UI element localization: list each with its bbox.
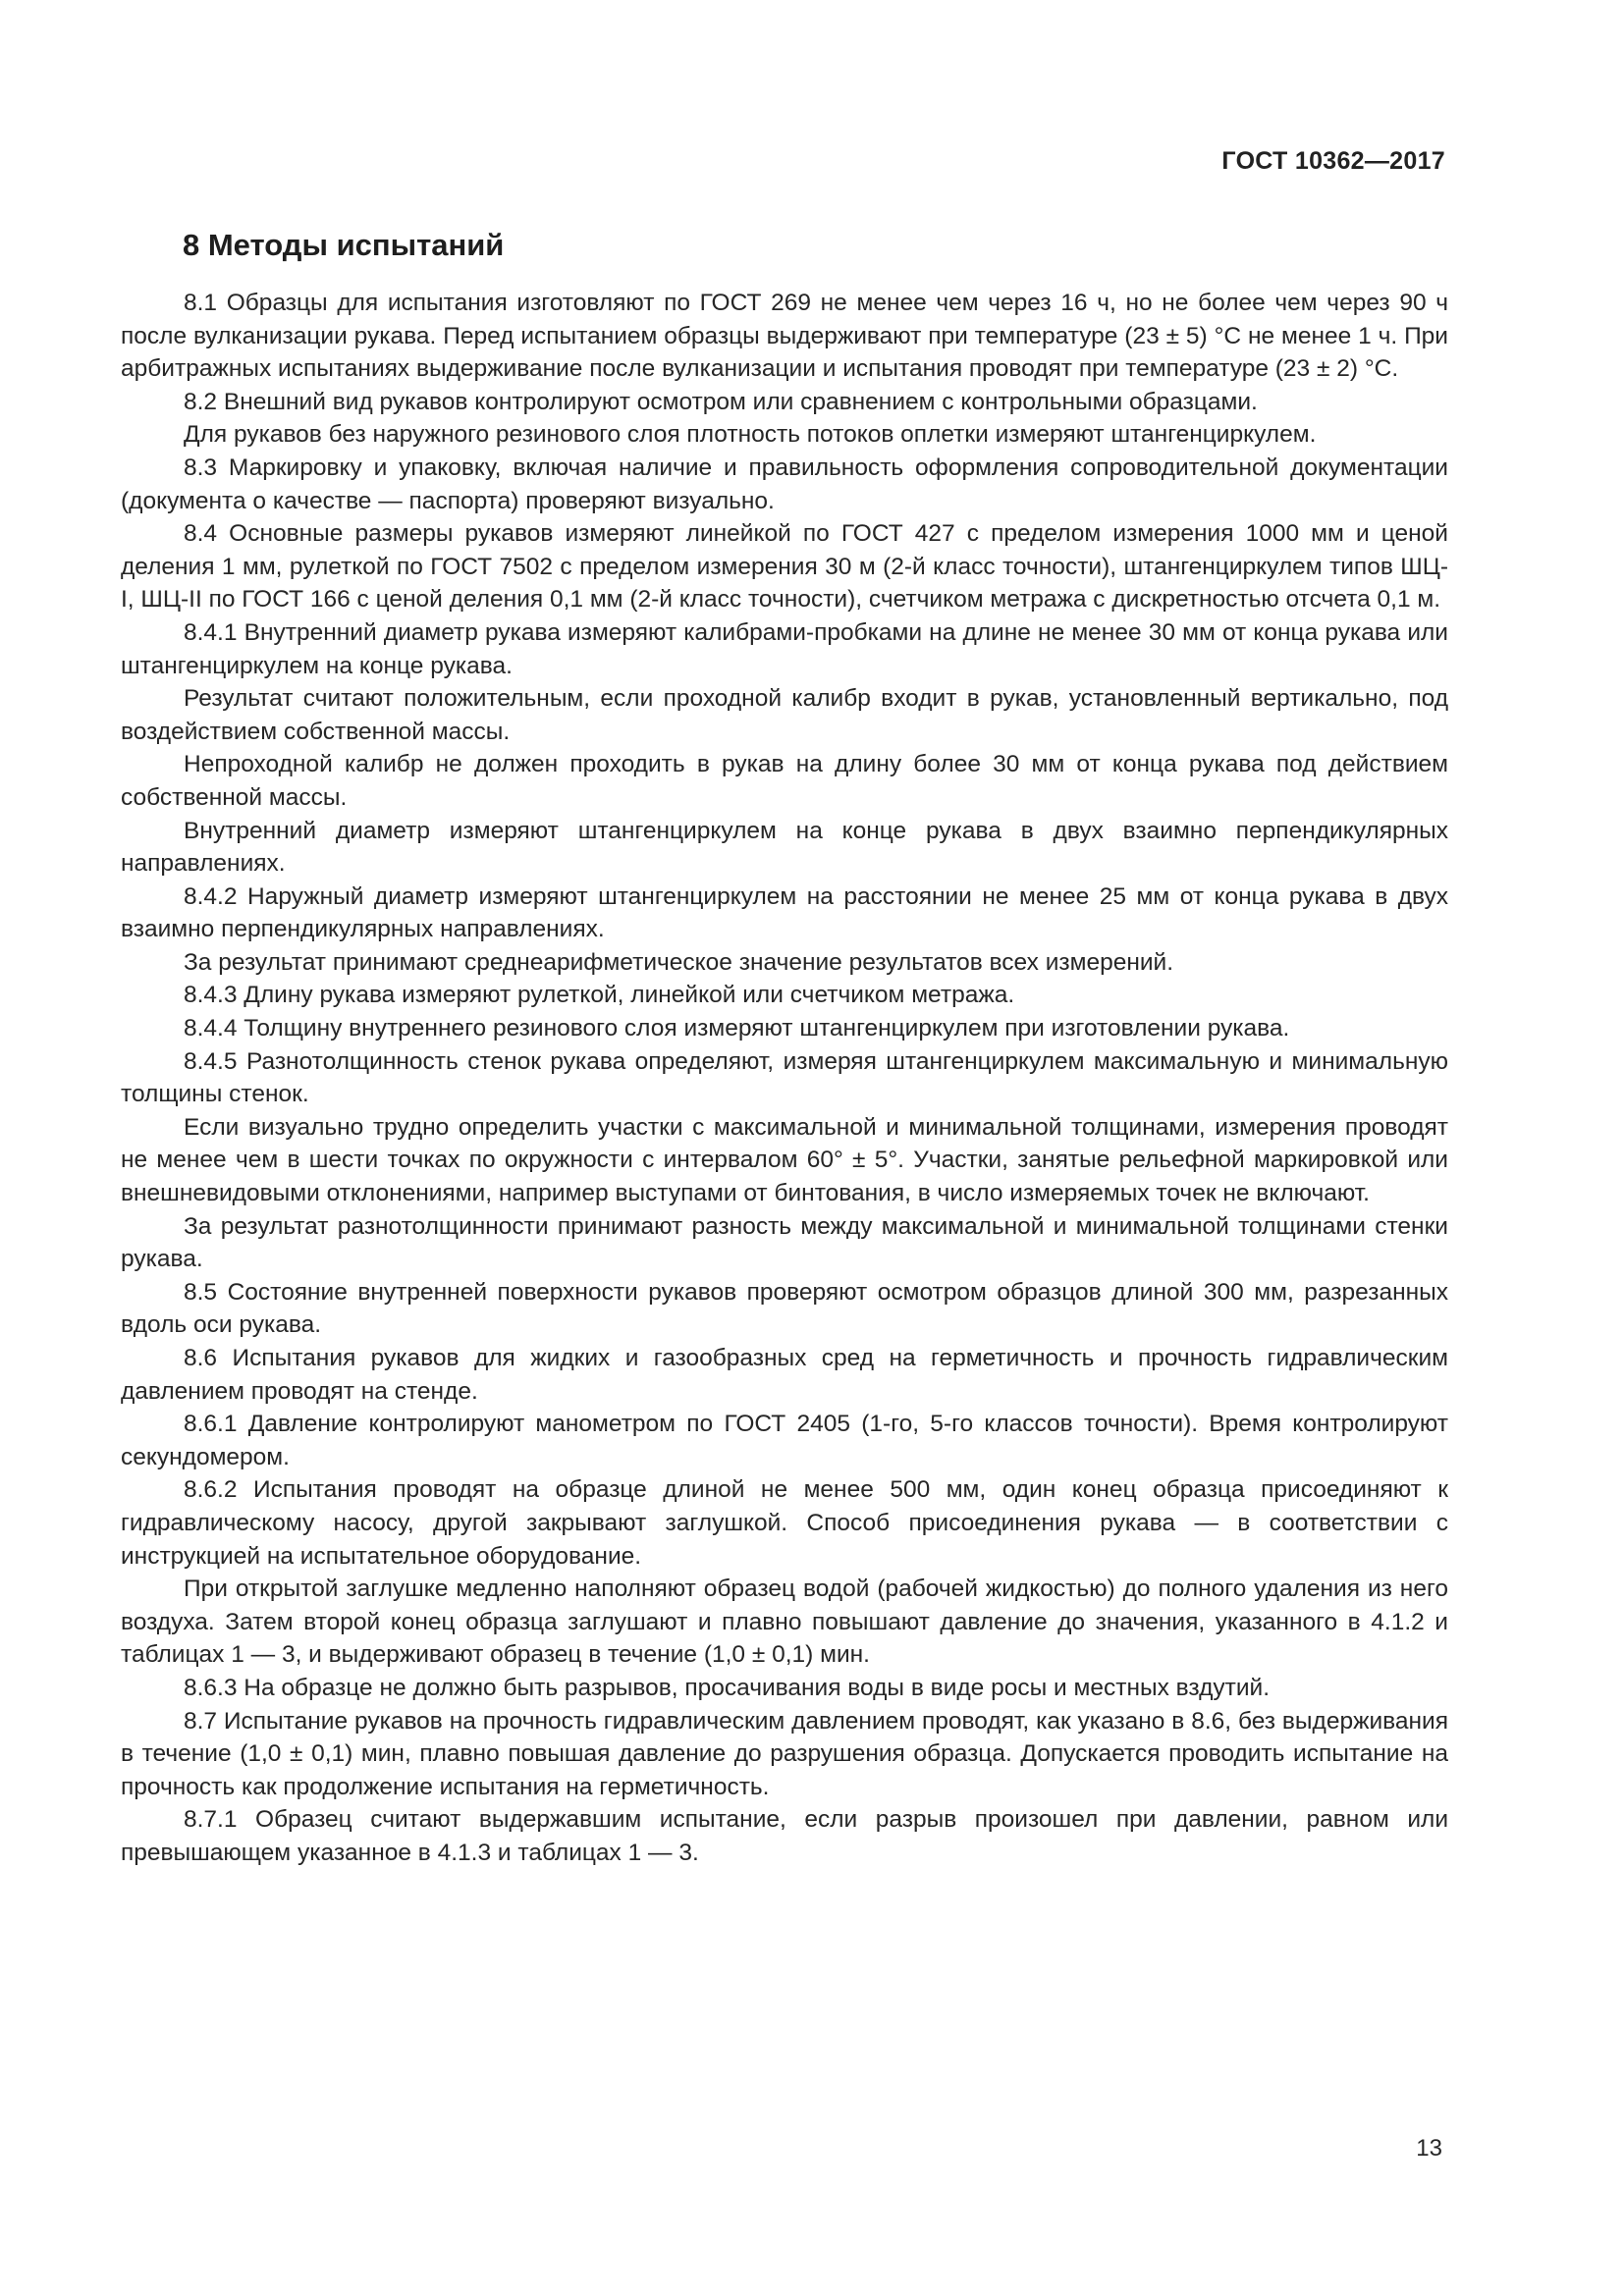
paragraph-8-4-3: 8.4.3 Длину рукава измеряют рулеткой, линейкой или счетчиком метража.: [184, 982, 1015, 1009]
paragraph-8-4: 8.4 Основные размеры рукавов измеряют линейкой по ГОСТ 427 с пределом измерения 1000 мм и ценой деления 1 мм, рулеткой по ГОСТ 7502 с пределом измерения 30 м (2-й класс точности), штангенциркулем типов ШЦ-I, ШЦ-II по ГОСТ 166 с ценой деления 0,1 мм (2-й класс точности), счетчиком метража с дискретностью отсчета 0,1 м.: [121, 520, 1448, 614]
paragraph-8-4-4: 8.4.4 Толщину внутреннего резинового слоя измеряют штангенциркулем при изготовлении рукава.: [184, 1015, 1290, 1042]
paragraph-8-4-1-caliper: Внутренний диаметр измеряют штангенциркулем на конце рукава в двух взаимно перпендикулярных направлениях.: [121, 817, 1448, 878]
paragraph-8-7: 8.7 Испытание рукавов на прочность гидравлическим давлением проводят, как указано в 8.6, без выдерживания в течение (1,0 ± 0,1) мин, плавно повышая давление до разрушения образца. Допускается проводить испытание на прочность как продолжение испытания на герметичность.: [121, 1707, 1448, 1800]
section-body: [121, 287, 1448, 1870]
paragraph-8-4-2-result: За результат принимают среднеарифметическое значение результатов всех измерений.: [184, 948, 1174, 976]
paragraph-8-6-2: 8.6.2 Испытания проводят на образце длиной не менее 500 мм, один конец образца присоединяют к гидравлическому насосу, другой закрывают заглушкой. Способ присоединения рукава — в соответствии с инструкцией на испытательное оборудование.: [121, 1476, 1448, 1570]
section-title: 8 Методы испытаний: [183, 228, 505, 262]
paragraph-8-4-2: 8.4.2 Наружный диаметр измеряют штангенциркулем на расстоянии не менее 25 мм от конца рукава в двух взаимно перпендикулярных направлениях.: [121, 882, 1448, 943]
paragraph-8-4-5-points: Если визуально трудно определить участки с максимальной и минимальной толщинами, измерения проводят не менее чем в шести точках по окружности с интервалом 60° ± 5°. Участки, занятые рельефной маркировкой или внешневидовыми отклонениями, например выступами от бинтования, в число измеряемых точек не включают.: [121, 1113, 1448, 1207]
paragraph-8-5: 8.5 Состояние внутренней поверхности рукавов проверяют осмотром образцов длиной 300 мм, разрезанных вдоль оси рукава.: [121, 1278, 1448, 1339]
paragraph-8-6: 8.6 Испытания рукавов для жидких и газообразных сред на герметичность и прочность гидравлическим давлением проводят на стенде.: [121, 1345, 1448, 1405]
paragraph-8-1: 8.1 Образцы для испытания изготовляют по ГОСТ 269 не менее чем через 16 ч, но не более чем через 90 ч после вулканизации рукава. Перед испытанием образцы выдерживают при температуре (23 ± 5) °С не менее 1 ч. При арбитражных испытаниях выдерживание после вулканизации и испытания проводят при температуре (23 ± 2) °С.: [121, 290, 1448, 383]
paragraph-8-2-braid: Для рукавов без наружного резинового слоя плотность потоков оплетки измеряют штангенциркулем.: [184, 421, 1317, 449]
paragraph-8-6-2-filling: При открытой заглушке медленно наполняют образец водой (рабочей жидкостью) до полного удаления из него воздуха. Затем второй конец образца заглушают и плавно повышают давление до значения, указанного в 4.1.2 и таблицах 1 — 3, и выдерживают образец в течение (1,0 ± 0,1) мин.: [121, 1575, 1448, 1669]
paragraph-8-4-5-result: За результат разнотолщинности принимают разность между максимальной и минимальной толщинами стенки рукава.: [121, 1212, 1448, 1273]
paragraph-8-6-1: 8.6.1 Давление контролируют манометром по ГОСТ 2405 (1-го, 5-го классов точности). Время контролируют секундомером.: [121, 1411, 1448, 1470]
paragraph-8-3: 8.3 Маркировку и упаковку, включая наличие и правильность оформления сопроводительной документации (документа о качестве — паспорта) проверяют визуально.: [121, 454, 1448, 514]
paragraph-8-4-5: 8.4.5 Разнотолщинность стенок рукава определяют, измеряя штангенциркулем максимальную и минимальную толщины стенок.: [121, 1047, 1448, 1108]
paragraph-8-4-1: 8.4.1 Внутренний диаметр рукава измеряют калибрами-пробками на длине не менее 30 мм от конца рукава или штангенциркулем на конце рукава.: [121, 618, 1448, 679]
paragraph-8-4-1-go-gauge: Результат считают положительным, если проходной калибр входит в рукав, установленный вертикально, под воздействием собственной массы.: [121, 685, 1448, 745]
page-number: 13: [1416, 2135, 1442, 2162]
paragraph-8-6-3: 8.6.3 На образце не должно быть разрывов, просачивания воды в виде росы и местных вздутий.: [184, 1674, 1271, 1701]
paragraph-8-2: 8.2 Внешний вид рукавов контролируют осмотром или сравнением с контрольными образцами.: [184, 388, 1258, 415]
standard-designation: ГОСТ 10362—2017: [1221, 147, 1445, 175]
paragraph-8-7-1: 8.7.1 Образец считают выдержавшим испытание, если разрыв произошел при давлении, равном или превышающем указанное в 4.1.3 и таблицах 1 — 3.: [121, 1806, 1448, 1866]
paragraph-8-4-1-nogo-gauge: Непроходной калибр не должен проходить в рукав на длину более 30 мм от конца рукава под действием собственной массы.: [121, 751, 1448, 811]
